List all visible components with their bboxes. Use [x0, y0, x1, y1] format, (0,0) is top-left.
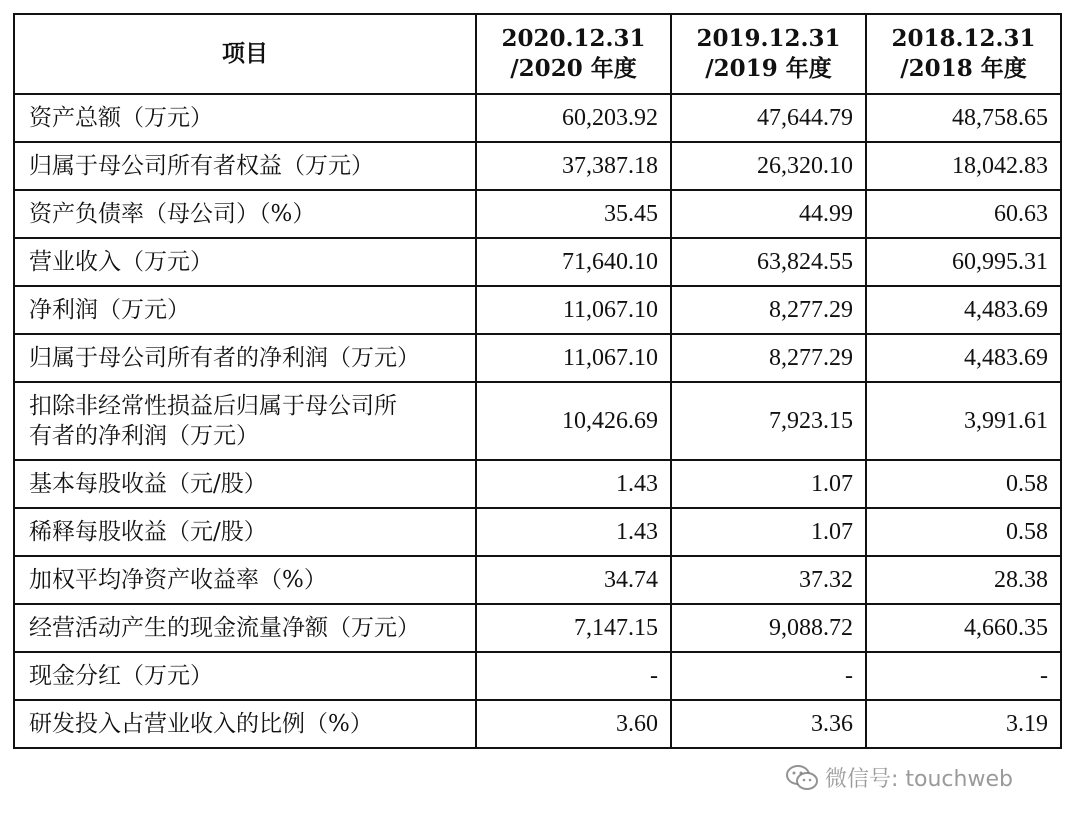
- table-row: [14, 238, 1061, 286]
- header-item: 项目: [14, 14, 476, 94]
- row-label: 资产总额（万元）: [14, 94, 476, 142]
- cell-2020: 35.45: [476, 190, 671, 238]
- table-row: [14, 604, 1061, 652]
- table-row: [14, 190, 1061, 238]
- table-row: [14, 286, 1061, 334]
- cell-2018: -: [866, 652, 1061, 700]
- cell-2019: 9,088.72: [671, 604, 866, 652]
- cell-2019: -: [671, 652, 866, 700]
- cell-2020: 1.43: [476, 460, 671, 508]
- cell-2020: 37,387.18: [476, 142, 671, 190]
- row-label: 归属于母公司所有者权益（万元）: [14, 142, 476, 190]
- row-label: 加权平均净资产收益率（%）: [14, 556, 476, 604]
- wechat-icon: [785, 764, 819, 792]
- header-2019-date: 2019.12.31: [696, 25, 841, 52]
- table-row: [14, 508, 1061, 556]
- cell-2018: 60.63: [866, 190, 1061, 238]
- row-label: 现金分红（万元）: [14, 652, 476, 700]
- header-2019: [671, 14, 866, 94]
- cell-2019: 7,923.15: [671, 382, 866, 460]
- cell-2019: 47,644.79: [671, 94, 866, 142]
- row-label: 营业收入（万元）: [14, 238, 476, 286]
- cell-2018: 48,758.65: [866, 94, 1061, 142]
- cell-2020: 10,426.69: [476, 382, 671, 460]
- cell-2019: 8,277.29: [671, 286, 866, 334]
- cell-2018: 4,483.69: [866, 334, 1061, 382]
- header-2018-year: /2018 年度: [900, 55, 1027, 82]
- cell-2019: 37.32: [671, 556, 866, 604]
- header-2020-year: /2020 年度: [510, 55, 637, 82]
- cell-2020: 11,067.10: [476, 286, 671, 334]
- cell-2020: 34.74: [476, 556, 671, 604]
- row-label: 净利润（万元）: [14, 286, 476, 334]
- table-row: [14, 652, 1061, 700]
- header-2018-date: 2018.12.31: [891, 25, 1036, 52]
- row-label: 稀释每股收益（元/股）: [14, 508, 476, 556]
- cell-2019: 26,320.10: [671, 142, 866, 190]
- row-label-line2: 有者的净利润（万元）: [29, 423, 259, 449]
- cell-2019: 3.36: [671, 700, 866, 748]
- cell-2020: 60,203.92: [476, 94, 671, 142]
- table-row: [14, 334, 1061, 382]
- cell-2019: 1.07: [671, 460, 866, 508]
- cell-2020: 71,640.10: [476, 238, 671, 286]
- watermark: [785, 762, 1013, 793]
- cell-2018: 0.58: [866, 508, 1061, 556]
- row-label: 资产负债率（母公司）（%）: [14, 190, 476, 238]
- table-row: [14, 142, 1061, 190]
- header-2019-year: /2019 年度: [705, 55, 832, 82]
- cell-2020: 7,147.15: [476, 604, 671, 652]
- cell-2019: 63,824.55: [671, 238, 866, 286]
- row-label-line1: 扣除非经常性损益后归属于母公司所: [29, 393, 397, 419]
- row-label: [14, 382, 476, 460]
- table-row: [14, 556, 1061, 604]
- cell-2020: 3.60: [476, 700, 671, 748]
- row-label: 研发投入占营业收入的比例（%）: [14, 700, 476, 748]
- cell-2020: 1.43: [476, 508, 671, 556]
- financial-summary-table: [13, 13, 1062, 749]
- header-2020: [476, 14, 671, 94]
- header-2020-date: 2020.12.31: [501, 25, 646, 52]
- cell-2019: 8,277.29: [671, 334, 866, 382]
- cell-2018: 4,483.69: [866, 286, 1061, 334]
- row-label: 经营活动产生的现金流量净额（万元）: [14, 604, 476, 652]
- row-label: 基本每股收益（元/股）: [14, 460, 476, 508]
- cell-2018: 28.38: [866, 556, 1061, 604]
- table-row: [14, 460, 1061, 508]
- table-row: [14, 382, 1061, 460]
- row-label: 归属于母公司所有者的净利润（万元）: [14, 334, 476, 382]
- financial-table-container: [13, 13, 1059, 749]
- cell-2018: 3.19: [866, 700, 1061, 748]
- table-row: [14, 700, 1061, 748]
- cell-2018: 4,660.35: [866, 604, 1061, 652]
- watermark-text: 微信号: touchweb: [825, 767, 1013, 792]
- header-2018: [866, 14, 1061, 94]
- cell-2018: 60,995.31: [866, 238, 1061, 286]
- cell-2018: 18,042.83: [866, 142, 1061, 190]
- cell-2018: 0.58: [866, 460, 1061, 508]
- table-row: [14, 94, 1061, 142]
- cell-2019: 44.99: [671, 190, 866, 238]
- cell-2020: 11,067.10: [476, 334, 671, 382]
- cell-2018: 3,991.61: [866, 382, 1061, 460]
- cell-2019: 1.07: [671, 508, 866, 556]
- table-header-row: [14, 14, 1061, 94]
- cell-2020: -: [476, 652, 671, 700]
